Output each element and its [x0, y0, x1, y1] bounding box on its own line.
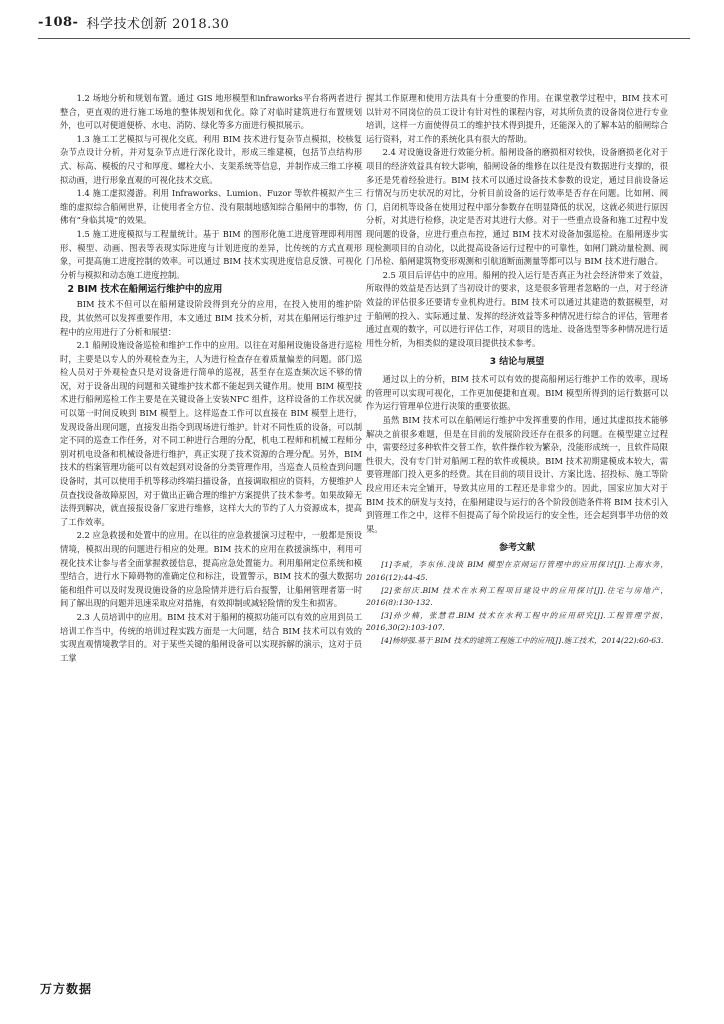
page-header: [38, 10, 688, 34]
left-section-heading: 2 BIM 技术在船闸运行维护中的应用: [67, 284, 223, 296]
reference-item: [1]李威，李东伟.浅谈 BIM 模型在京闸运行管理中的应用探讨[J].上海水务，2016(12):44-45.: [366, 560, 668, 582]
page-number: -108-: [38, 14, 79, 30]
left-paragraph: 1.4 施工虚拟漫游。利用 Infraworks、Lumion、Fuzor 等软件模拟产生三维的虚拟综合船闸世界，让使用者全方位、没有限制地感知综合船闸中的事物，仿佛有“身临其境”的效果。: [60, 188, 362, 226]
right-section-heading: 3 结论与展望: [489, 357, 545, 368]
left-paragraph: 2.2 应急救援和处置中的应用。在以往的应急救援演习过程中，一般都是预设情境，模拟出现的问题进行相应的处理。BIM 技术的应用在救援演练中，利用可视化技术让参与者全面掌握救援信息，提高应急处置能力。利用船闸定位系统和模型结合，进行水下障碍物的准确定位和标注，设置警示，BIM 技术的强大数据功能和组件可以及时发现设施设备的应急险情并进行后台报警，让船闸管理者第一时间了解出现的问题并迅速采取应对措施，有效抑制或减轻险情的发生和损害。: [60, 530, 362, 609]
left-paragraph: 1.3 施工工艺模拟与可视化交底。利用 BIM 技术进行复杂节点模拟，校核复杂节点设计分析，并对复杂节点进行深化设计，形成三维建模，包括节点结构形式、标高、模板的尺寸和厚度、螺栓大小、支架系统等信息，并制作成三维工序模拟动画，进行形象直观的可视化技术交底。: [60, 133, 362, 185]
journal-title: 科学技术创新 2018.30: [86, 16, 230, 32]
right-paragraph: 握其工作原理和使用方法具有十分重要的作用。在课堂教学过程中，BIM 技术可以针对不同岗位的员工设计有针对性的课程内容，对其所负责的设备岗位进行专业培训，这样一方面使得员工的维护技术得到提升，还能深入的了解本站的船闸综合运行资料，对工作的系统化具有很大的帮助。: [366, 93, 668, 144]
right-paragraph: 2.4 对设施设备进行效能分析。船闸设备的磨损相对较快，设备磨损老化对于项目的经济效益具有较大影响，船闸设备的维修在以往是没有数据进行支撑的，很多还是凭着经验进行。BIM 技术可以通过设备技术参数的设定，通过目前设备运行情况与历史状况的对比，分析目前设备的运行效率是否存在问题。比如闸、阀门，启闭机等设备在使用过程中部分参数存在明显降低的状况，这就必须进行原因分析，对其进行检修，决定是否对其进行大修。对于一些重点设备和施工过程中发现问题的设备，应进行重点布控，通过 BIM 技术对设备加强巡检。在船闸逐步实现检测项目的自动化，以此提高设备运行过程中的可靠性，如闸门跳动量检测、阀门吊检、船闸建筑物变形观测和引航道断面测量等都可以与 BIM 技术进行融合。: [366, 147, 668, 267]
left-paragraph: 1.2 场地分析和规划布置。通过 GIS 地形模型和infraworks平台将两者进行整合，更直观的进行施工场地的整体规划和优化。除了对临时建筑进行布置规划外，也可以对便道便桥、水电、消防、绿化等多方面进行模拟展示。: [60, 93, 362, 131]
right-paragraph: 虽然 BIM 技术可以在船闸运行维护中发挥重要的作用，通过其虚拟技术能够解决之前很多难题，但是在目前的发展阶段还存在很多的问题。在模型建立过程中，需要经过多种软件交替工作，软件操作较为繁杂，没能形成统一，且软件局限性很大，没有专门针对船闸工程的软件或模块。BIM 技术初期建模成本较大，需要管理部门投入更多的经费。其在目前的项目设计、方案比选、招投标、施工等阶段应用还未完全铺开，导致其应用的工程还是非常少的。因此，国家应加大对于 BIM 技术的研发与支持，在船闸建设与运行的各个阶段创造条件将 BIM 技术引入到管理工作之中，这样不但提高了每个阶段运行的安全性，还会起到事半功倍的效果。: [366, 415, 668, 534]
right-paragraph: 2.5 项目后评估中的应用。船闸的投入运行是否真正为社会经济带来了效益，所取得的效益是否达到了当初设计的要求，这是很多管理者忽略的一点，对于经济效益的评估很多还要请专业机构进行。BIM 技术可以通过其建造的数据模型，对于船闸的投入、实际通过量、发挥的经济效益等多种情况进行综合的评估，管理者通过直观的数字，可以进行评估工作，对项目的选址、设备选型等多种情况进行适用性分析，为相类似的建设项目提供技术参考。: [366, 269, 668, 348]
right-paragraph: 通过以上的分析，BIM 技术可以有效的提高船闸运行维护工作的效率，现场的管理可以实现可视化，工作更加便捷和直观。BIM 模型所得到的运行数据可以作为运行管理单位进行决策的重要依据。: [366, 374, 668, 412]
reference-item: [4]杨婷强.基于 BIM 技术的建筑工程施工中的应用[J].施工技术，2014(22):60-63.: [381, 635, 664, 645]
left-paragraph: BIM 技术不但可以在船闸建设阶段得到充分的应用，在投入使用的维护阶段，其依然可以发挥重要作用，本文通过 BIM 技术分析，对其在船闸运行维护过程中的应用进行了分析和展望：: [60, 299, 362, 337]
left-column: [60, 92, 362, 665]
right-column: [366, 92, 668, 648]
left-paragraph: 1.5 施工进度模拟与工程量统计。基于 BIM 的图形化施工进度管理即利用图形、模型、动画、图表等表现实际进度与计划进度的差异，比传统的方式直观形象，可提高施工进度控制的效率。可以通过 BIM 技术实现进度信息反馈、可视化分析与模拟和动态施工进度控制。: [60, 228, 362, 280]
left-paragraph: 2.1 船闸设施设备巡检和维护工作中的应用。以往在对船闸设施设备进行巡检时，主要是以专人的外观检查为主，人为进行检查存在着质量偏差的问题。部门巡检人员对于外观检查只是对设备进行简单的巡视，甚至存在巡查频次远不够的情况，对于设备出现的问题和关键维护技术都不能起到关键作用。使用 BIM 模型技术进行船闸巡检工作主要是在关键设备上安装NFC 组件，这样设备的工作状况就可以第一时间反映到 BIM 模型上。这样巡查工作可以直接在 BIM 模型上进行，发现设备出现问题，直接发出指令到现场进行维护。针对不同性质的设备，可以制定不同的巡查工作任务，对不同工种进行合理的分配，机电工程师和机械工程师分别对机电设备和机械设备进行维护，真正实现了技术资源的合理分配。另外，BIM 技术的档案管理功能可以有效起到对设备的分类管理作用，当巡查人员检查到问题设备时，其可以使用手机等移动终端扫描设备，直接调取相应的资料，方便维护人员查找设备故障原因，对于做出正确合理的维护方案提供了技术参考。如果故障无法得到解决，就直接报设备厂家进行维修，这样大大的节约了人力资源成本，提高了工作效率。: [60, 340, 362, 527]
header-rule: [38, 38, 690, 39]
reference-item: [3]孙少楠，张慧君.BIM 技术在水利工程中的应用研究[J].工程管理学报，2016,30(2):103-107.: [366, 610, 668, 633]
footer-brand: 万方数据: [40, 982, 93, 996]
reference-item: [2]张绍庆.BIM 技术在水利工程项目建设中的应用探讨[J].住宅与房地产，2016(8):130-132.: [366, 585, 668, 608]
right-section-heading: 参考文献: [498, 543, 535, 554]
left-paragraph: 2.3 人员培训中的应用。BIM 技术对于船闸的模拟功能可以有效的应用到员工培训工作当中，传统的培训过程实践方面是一大问题，结合 BIM 技术可以有效的实现直观情境教学目的。对于某些关键的船闸设备可以实现拆解的演示，这对于员工掌: [60, 611, 362, 663]
